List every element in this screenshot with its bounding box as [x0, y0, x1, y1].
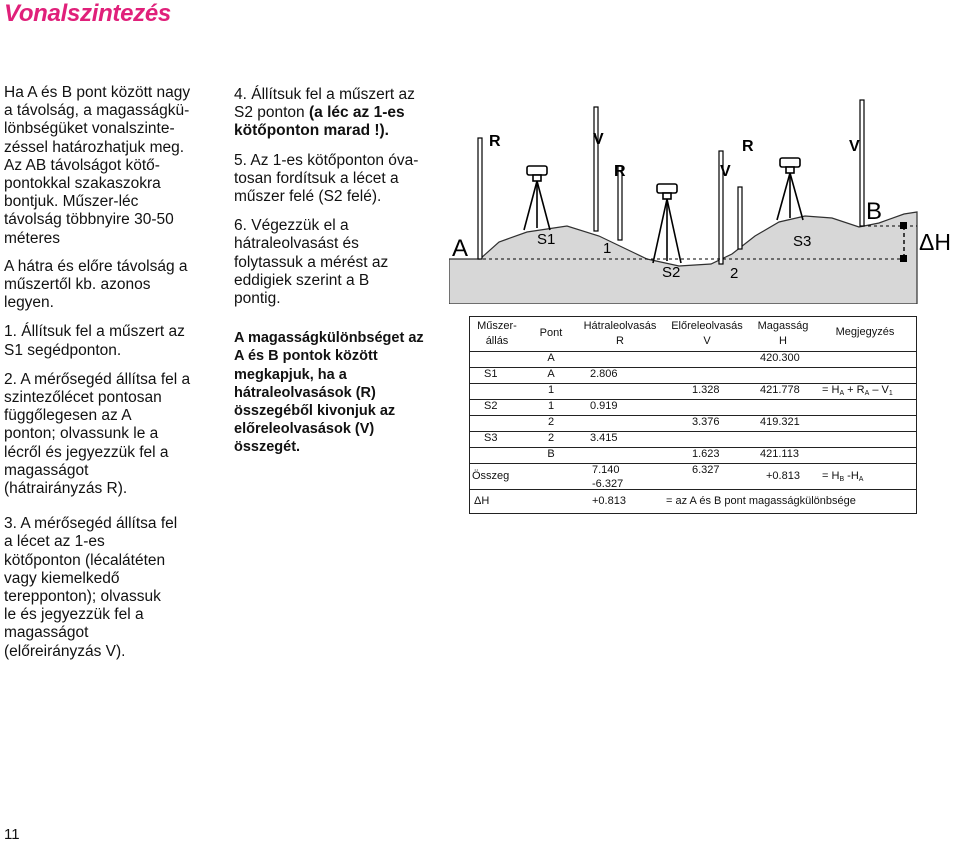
rod-at-1-back — [594, 107, 598, 231]
step-4 — [234, 86, 466, 141]
tie-point-1-label: 1 — [603, 240, 612, 257]
step-4-text: 4. Állítsuk fel a műszert az S2 ponton — [234, 86, 415, 122]
header-fore-reading: Előreleolvasás V — [671, 320, 743, 347]
row-fore: 3.376 — [692, 416, 720, 428]
leveling-table — [469, 316, 917, 514]
distance-paragraph: A hátra és előre távolság a műszertől kb. azonos legyen. — [4, 257, 188, 312]
rod-label-r-2: R — [614, 163, 626, 180]
row-height: 421.778 — [760, 384, 800, 396]
terrain-profile — [449, 212, 917, 304]
point-a-label: A — [452, 235, 469, 262]
delta-h-label: ΔH — [919, 229, 951, 255]
row-fore: 1.328 — [692, 384, 720, 396]
row-station: S3 — [484, 432, 498, 444]
sum-back: 7.140 — [592, 464, 620, 476]
delta-h-label: ΔH — [474, 495, 490, 507]
instrument-s3 — [777, 158, 803, 220]
row-fore: 1.623 — [692, 448, 720, 460]
header-note: Megjegyzés — [835, 326, 895, 338]
row-point: A — [547, 368, 555, 380]
row-point: 2 — [547, 416, 555, 428]
header-point: Pont — [539, 327, 563, 339]
station-s2-label: S2 — [662, 264, 681, 281]
sum-height-difference: +0.813 — [766, 470, 800, 482]
rod-label-v-2: V — [720, 163, 731, 180]
tie-point-2-label: 2 — [730, 265, 739, 282]
header-back-reading: Hátraleolvasás R — [583, 320, 657, 347]
middle-column — [234, 86, 469, 457]
rod-at-2-back — [738, 187, 742, 249]
leveling-diagram — [449, 96, 957, 304]
header-height: Magasság H — [757, 320, 809, 347]
row-height: 421.113 — [760, 448, 799, 460]
row-point: 1 — [547, 400, 555, 412]
row-point: 1 — [547, 384, 555, 396]
row-point: A — [547, 352, 555, 364]
page-title: Vonalszintezés — [4, 0, 171, 27]
step-1: 1. Állítsuk fel a műszert az S1 segédponton. — [4, 323, 185, 359]
row-point: B — [547, 448, 555, 460]
row-station: S1 — [484, 368, 498, 380]
row-height: 420.300 — [760, 352, 800, 364]
delta-h-value: +0.813 — [592, 495, 626, 507]
row-height: 419.321 — [760, 416, 800, 428]
step-4-emphasis: (a léc az 1-es kötőponton marad !). — [234, 104, 405, 140]
rod-label-v-1: V — [593, 131, 604, 148]
row-back: 0.919 — [590, 400, 618, 412]
row-point: 2 — [547, 432, 555, 444]
station-s1-label: S1 — [537, 231, 556, 248]
sum-fore: 6.327 — [692, 464, 720, 476]
rod-label-v-3: V — [849, 138, 860, 155]
summary-paragraph: A magasságkülönbséget az A és B pontok között megkapjuk, ha a hátraleolvasások (R) összegéből kivonjuk az előreleolvasások (V) összegét. — [234, 330, 424, 456]
step-6: 6. Végezzük el a hátraleolvasást és folytassuk a mérést az eddigiek szerint a B pontig. — [234, 217, 389, 308]
note-formula-sum: = $H_B$ $-H_A$ — [822, 470, 864, 483]
dh-marker-top — [900, 222, 907, 229]
rod-at-a — [478, 138, 482, 259]
row-back: 2.806 — [590, 368, 618, 380]
point-b-label: B — [866, 198, 883, 225]
rod-label-r-3: R — [742, 138, 754, 155]
rod-at-b — [860, 100, 864, 226]
station-s3-label: S3 — [793, 233, 812, 250]
step-5: 5. Az 1-es kötőponton óva- tosan fordítsuk a lécet a műszer felé (S2 felé). — [234, 151, 419, 206]
sum-label: Összeg — [472, 470, 510, 482]
intro-paragraph: Ha A és B pont között nagy a távolság, a magasságkü- lönbségüket vonalszinte- zéssel határozhatjuk meg. Az AB távolságot kötő- pontokkal szakaszokra bontjuk. Műszer-léc távolság többnyire 30-50 méteres — [4, 84, 191, 247]
rod-label-r-1: R — [489, 133, 501, 150]
dh-marker-bottom — [900, 255, 907, 262]
row-back: 3.415 — [590, 432, 618, 444]
instrument-s1 — [524, 166, 550, 230]
delta-h-note: = az A és B pont magasságkülönbsége — [666, 495, 856, 507]
left-column — [4, 84, 219, 661]
sum-difference: -6.327 — [592, 478, 624, 490]
step-2: 2. A mérősegéd állítsa fel a szintezőlécet pontosan függőlegesen az A ponton; olvassunk le a lécről és jegyezzük fel a magasságot (hátrairányzás R). — [4, 370, 191, 498]
step-3: 3. A mérősegéd állítsa fel a lécet az 1-es kötőponton (lécalátéten vagy kiemelkedő terepponton); olvassuk le és jegyezzük fel a magasságot (előreirányzás V). — [4, 515, 178, 660]
page-number: 11 — [4, 826, 20, 843]
table-row — [470, 352, 578, 367]
header-station: Műszer- állás — [477, 320, 517, 347]
instrument-s2 — [653, 184, 681, 263]
note-formula-1: = $H_A + R_A - V_1$ — [822, 384, 893, 397]
row-station: S2 — [484, 400, 498, 412]
